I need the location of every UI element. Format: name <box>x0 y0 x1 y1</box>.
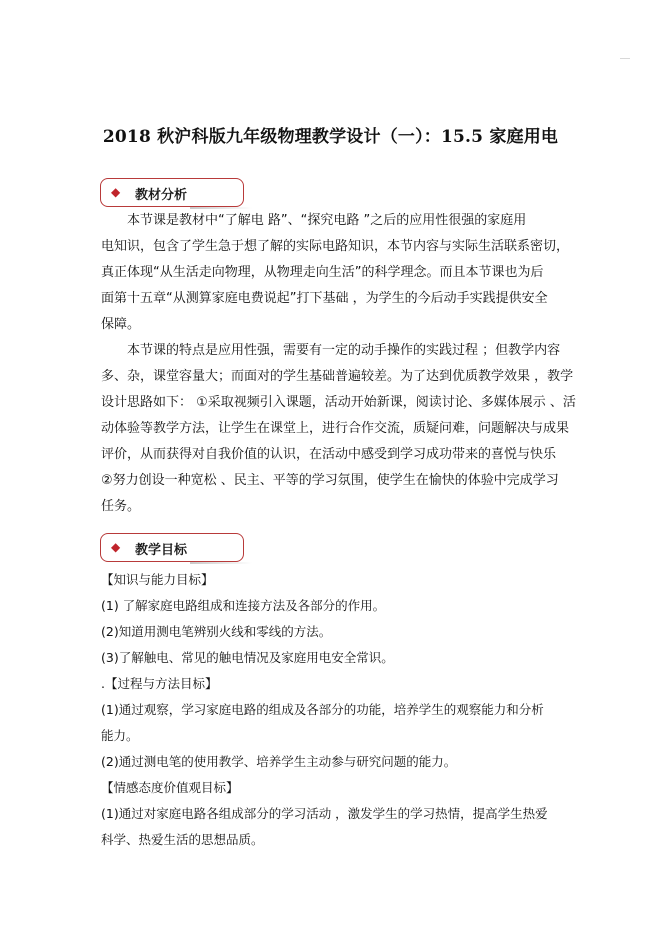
text-line: 本节课的特点是应用性强，需要有一定的动手操作的实践过程 ；但教学内容 <box>127 343 561 358</box>
tag-underline-decoration <box>190 562 252 564</box>
objective-item: (2)知道用测电笔辨别火线和零线的方法。 <box>101 624 332 639</box>
objective-item: (2)通过测电笔的使用教学、培养学生主动参与研究问题的能力。 <box>101 754 457 769</box>
text-line: 保障。 <box>101 317 141 332</box>
objective-item: (1)通过观察，学习家庭电路的组成及各部分的功能，培养学生的观察能力和分析 <box>101 702 544 717</box>
paragraph-analysis-1 <box>101 208 570 338</box>
text-line: 多、杂，课堂容量大；而面对的学生基础普遍较差。为了达到优质教学效果 ，教学 <box>101 369 574 384</box>
objective-heading-knowledge: 【知识与能力目标】 <box>101 572 214 587</box>
text-line: 面第十五章“从测算家庭电费说起”打下基础 ，为学生的今后动手实践提供安全 <box>101 291 548 306</box>
objective-item: (3)了解触电、常见的触电情况及家庭用电安全常识。 <box>101 650 394 665</box>
objective-heading-process: .【过程与方法目标】 <box>101 676 218 691</box>
objective-item: (1)通过对家庭电路各组成部分的学习活动 ，激发学生的学习热情，提高学生热爱 <box>101 806 548 821</box>
objectives-list <box>101 567 571 853</box>
text-line: 设计思路如下： ①采取视频引入课题，活动开始新课，阅读讨论、多媒体展示 、活 <box>101 395 576 410</box>
section-tag-label: 教材分析 <box>135 188 188 203</box>
text-line: 真正体现“从生活走向物理，从物理走向生活”的科学理念。而且本节课也为后 <box>101 265 544 280</box>
text-line: 任务。 <box>101 499 141 514</box>
diamond-bullet-icon: ◆ <box>111 185 121 199</box>
text-line: 动体验等教学方法，让学生在课堂上，进行合作交流，质疑问难，问题解决与成果 <box>101 421 570 436</box>
diamond-bullet-icon: ◆ <box>111 540 121 554</box>
objective-item-continued: 能力。 <box>101 728 139 743</box>
document-title: 2018 秋沪科版九年级物理教学设计（一）：15.5 家庭用电 <box>102 127 559 147</box>
corner-mark <box>620 58 630 59</box>
text-line: ②努力创设一种宽松 、民主、平等的学习氛围，使学生在愉快的体验中完成学习 <box>101 473 559 488</box>
text-line: 电知识，包含了学生急于想了解的实际电路知识，本节内容与实际生活联系密切， <box>101 239 570 254</box>
section-tag-label: 教学目标 <box>135 543 188 558</box>
text-line: 评价，从而获得对自我价值的认识，在活动中感受到学习成功带来的喜悦与快乐 <box>101 447 557 462</box>
paragraph-analysis-2 <box>101 338 576 520</box>
section-tag-textbook-analysis <box>100 178 244 207</box>
objective-item-continued: 科学、热爱生活的思想品质。 <box>101 832 264 847</box>
objective-heading-values: 【情感态度价值观目标】 <box>101 780 239 795</box>
section-tag-teaching-objectives <box>100 533 244 562</box>
text-line: 本节课是教材中“了解电 路”、“探究电路 ”之后的应用性很强的家庭用 <box>127 213 527 228</box>
objective-item: (1) 了解家庭电路组成和连接方法及各部分的作用。 <box>101 598 386 613</box>
